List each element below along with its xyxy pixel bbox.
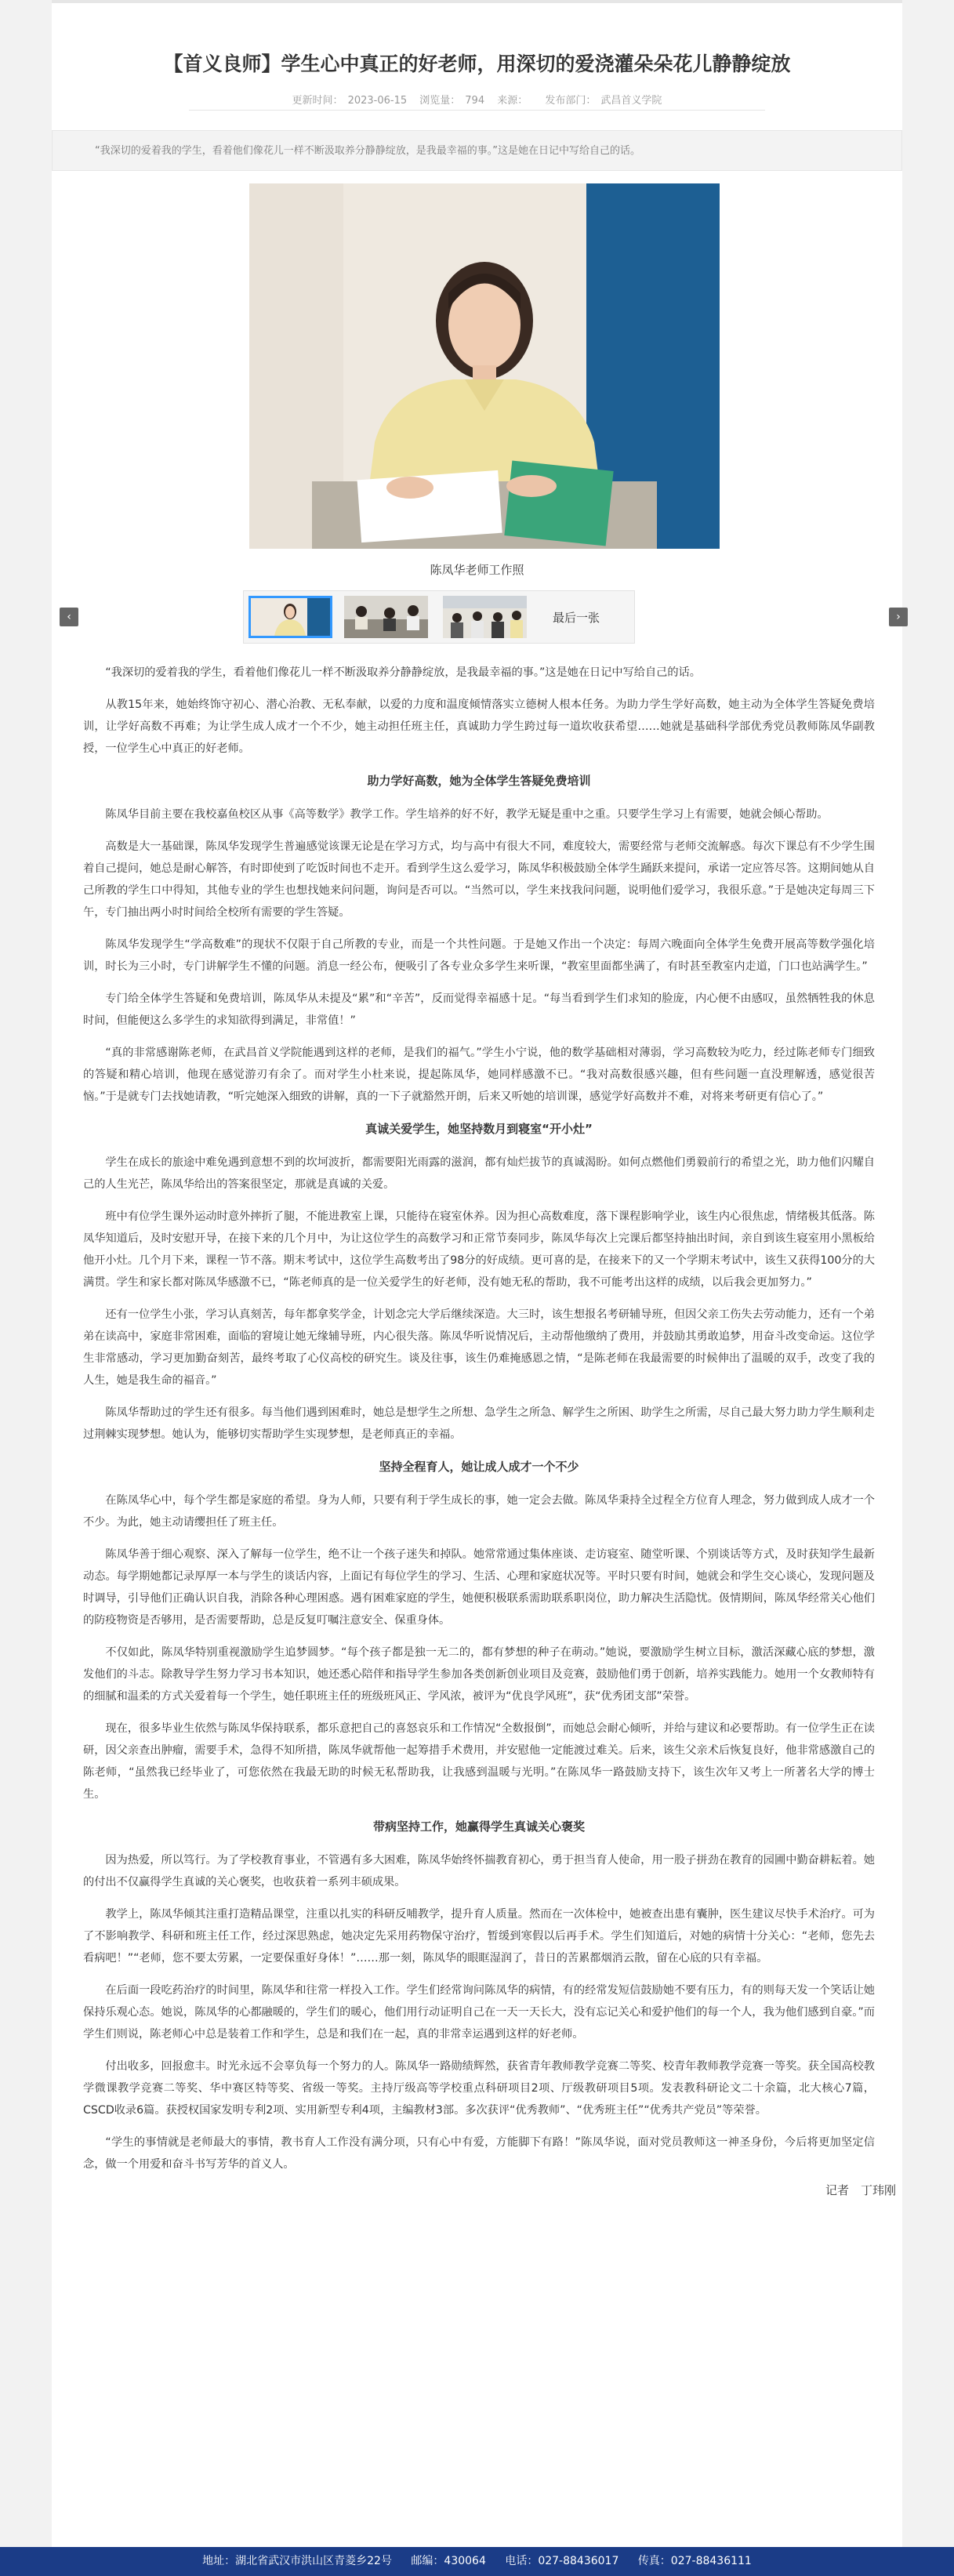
paragraph: 现在，很多毕业生依然与陈凤华保持联系，都乐意把自己的喜怒哀乐和工作情况“全数报倒”，而她总会耐心倾听，并给与建议和必要帮助。有一位学生正在读研，因父亲查出肿瘤，需要手术，急得不知所措，陈凤华就帮他一起筹措手术费用，并安慰他一定能渡过难关。后来，该生父亲术后恢复良好，他非常感激自己的陈老师，“虽然我已经毕业了，可您依然在我最无助的时候无私帮助我，让我感到温暖与光明。”在陈凤华一路鼓励支持下，该生次年又考上一所著名大学的博士生。 — [83, 1722, 875, 1801]
meta-updated: 更新时间： 2023-06-15 — [292, 95, 408, 107]
gallery-last-label[interactable]: 最后一张 — [553, 611, 600, 625]
paragraph: 专门给全体学生答疑和免费培训，陈凤华从未提及“累”和“辛苦”，反而觉得幸福感十足。“每当看到学生们求知的脸庞，内心便不由感叹，虽然牺牲我的休息时间，但能便这么多学生的求知欲得到满足，非常值！” — [83, 992, 875, 1027]
gallery-next-button[interactable]: › — [889, 608, 908, 626]
article-summary: “我深切的爱着我的学生，看着他们像花儿一样不断汲取养分静静绽放，是我最幸福的事。”这是她在日记中写给自己的话。 — [52, 130, 902, 171]
section-heading: 助力学好高数，她为全体学生答疑免费培训 — [367, 774, 591, 788]
footer-postcode: 邮编：430064 — [411, 2555, 486, 2567]
paragraph: 付出收多，回报愈丰。时光永远不会辜负每一个努力的人。陈凤华一路勋绩辉然，获省青年教师教学竞赛二等奖、校青年教师教学竞赛一等奖。获全国高校教学微课教学竞赛二等奖、华中赛区特等奖、省级一等奖。主持厅级高等学校重点科研项目2项、厅级教研项目5项。发表教科研论文二十余篇，北大核心7篇，CSCD收录6篇。获授权国家发明专利2项、实用新型专利4项，主编教材3部。多次获评“优秀教师”、“优秀班主任”“优秀共产党员”等荣誉。 — [83, 2060, 875, 2117]
paragraph: 高数是大一基础课，陈凤华发现学生普遍感觉该课无论是在学习方式，均与高中有很大不同，难度较大，需要经常与老师交流解惑。每次下课总有不少学生围着自己提问，她总是耐心解答，有时即使到了吃饭时间也不走开。看到学生这么爱学习，陈凤华积极鼓励全体学生踊跃来提问，承诺一定应答尽答。这期间她从自己所教的学生口中得知，其他专业的学生也想找她来问问题，询问是否可以。“当然可以，学生来找我问问题，说明他们爱学习，我很乐意。”于是她决定每周三下午，专门抽出两小时时间给全校所有需要的学生答疑。 — [83, 840, 875, 919]
section-heading: 坚持全程育人，她让成人成才一个不少 — [379, 1460, 579, 1474]
article-container — [52, 3, 902, 2547]
paragraph: 还有一位学生小张，学习认真刻苦，每年都拿奖学金，计划念完大学后继续深造。大三时，该生想报名考研辅导班，但因父亲工伤失去劳动能力，还有一个弟弟在读高中，家庭非常困难，面临的窘境让她无缘辅导班，内心很失落。陈凤华听说情况后，主动帮他缴纳了费用，并鼓励其勇敢追梦，用奋斗改变命运。这位学生非常感动，学习更加勤奋刻苦，最终考取了心仪高校的研究生。谈及往事，该生仍难掩感恩之情，“是陈老师在我最需要的时候伸出了温暖的双手，改变了我的人生，她是我生命的福音。” — [83, 1308, 875, 1387]
paragraph: “我深切的爱着我的学生，看着他们像花儿一样不断汲取养分静静绽放，是我最幸福的事。”这是她在日记中写给自己的话。 — [105, 666, 701, 679]
section-heading: 真诚关爱学生，她坚持数月到寝室“开小灶” — [365, 1122, 593, 1136]
meta-divider — [189, 110, 765, 111]
article-title: 【首义良师】学生心中真正的好老师，用深切的爱浇灌朵朵花儿静静绽放 — [163, 53, 791, 75]
paragraph: 陈凤华发现学生“学高数难”的现状不仅限于自己所教的专业，而是一个共性问题。于是她又作出一个决定：每周六晚面向全体学生免费开展高等数学强化培训，时长为三小时，专门讲解学生不懂的问题。消息一经公布，便吸引了各专业众多学生来听课，“教室里面都坐满了，有时甚至教室内走道，门口也站满学生。” — [83, 938, 875, 973]
teacher-photo — [249, 183, 720, 549]
photo-caption: 陈凤华老师工作照 — [430, 563, 524, 577]
thumb-1-image — [251, 598, 330, 636]
paragraph: “学生的事情就是老师最大的事情，教书育人工作没有满分项，只有心中有爱，方能脚下有路！”陈凤华说，面对党员教师这一神圣身份，今后将更加坚定信念，做一个用爱和奋斗书写芳华的首义人。 — [83, 2136, 875, 2171]
paragraph: 在后面一段吃药治疗的时间里，陈凤华和往常一样投入工作。学生们经常询问陈凤华的病情，有的经常发短信鼓励她不要有压力，有的则每天发一个笑话让她保持乐观心态。她说，陈凤华的心都融暖的，学生们的暖心，他们用行动证明自己在一天一天长大，没有忘记关心和爱护他们的每一个人，我为他们感到自豪。”而学生们则说，陈老师心中总是装着工作和学生，总是和我们在一起，真的非常幸运遇到这样的好老师。 — [83, 1984, 875, 2041]
section-heading: 带病坚持工作，她赢得学生真诚关心褒奖 — [372, 1820, 585, 1834]
paragraph: 教学上，陈凤华倾其注重打造精品课堂，注重以扎实的科研反哺教学，提升育人质量。然而在一次体检中，她被查出患有囊肿，医生建议尽快手术治疗。可为了不影响教学、科研和班主任工作，经过深思熟虑，她决定先采用药物保守治疗，暂缓到寒假以后再手术。学生们知道后，对她的病情十分关心：“老师，您先去看病吧！”“老师，您不要太劳累，一定要保重好身体！”……那一刻，陈凤华的眼眶湿润了，昔日的苦累都烟消云散，留在心底的只有幸福。 — [83, 1908, 875, 1965]
site-footer — [0, 2547, 954, 2576]
thumb-3-image — [443, 596, 527, 638]
paragraph: 学生在成长的旅途中难免遇到意想不到的坎坷波折，都需要阳光雨露的滋润，都有灿烂拔节的真诚渴盼。如何点燃他们勇毅前行的希望之光，助力他们闪耀自己的人生光芒，陈凤华给出的答案很坚定，那就是真诚的关爱。 — [83, 1156, 875, 1191]
meta-views: 浏览量： 794 — [419, 95, 485, 107]
gallery-thumbnails — [243, 590, 635, 644]
footer-fax: 传真：027-88436111 — [637, 2555, 752, 2567]
article-body — [83, 662, 875, 2186]
paragraph: 班中有位学生课外运动时意外摔折了腿，不能进教室上课，只能待在寝室休养。因为担心高数难度，落下课程影响学业，该生内心很焦虑，情绪极其低落。陈凤华知道后，及时安慰开导，在接下来的几个月中，为让这位学生的高数学习和正常节奏同步，陈凤华每次上完课后都坚持抽出时间，亲自到该生寝室用小黑板给他开小灶。几个月下来，课程一节不落。期末考试中，这位学生高数考出了98分的好成绩。更可喜的是，在接来下的又一个学期末考试中，该生又获得100分的大满贯。学生和家长都对陈凤华感激不已，“陈老师真的是一位关爱学生的好老师，没有她无私的帮助，我不可能考出这样的成绩，以后我会更加努力。” — [83, 1210, 875, 1289]
thumb-2-image — [344, 596, 428, 638]
footer-phone: 电话：027-88436017 — [505, 2555, 619, 2567]
gallery-thumb-1[interactable] — [248, 596, 332, 638]
gallery-thumb-3[interactable] — [443, 596, 527, 638]
teacher-photo-illustration — [249, 183, 720, 549]
paragraph: 在陈凤华心中，每个学生都是家庭的希望。身为人师，只要有利于学生成长的事，她一定会去做。陈凤华秉持全过程全方位育人理念，努力做到成人成才一个不少。为此，她主动请缨担任了班主任。 — [83, 1494, 875, 1529]
article-meta — [52, 92, 902, 107]
paragraph: 陈凤华目前主要在我校嘉鱼校区从事《高等数学》教学工作。学生培养的好不好，教学无疑是重中之重。只要学生学习上有需要，她就会倾心帮助。 — [105, 808, 829, 821]
gallery-thumb-2[interactable] — [344, 596, 428, 638]
paragraph: “真的非常感谢陈老师，在武昌首义学院能遇到这样的老师，是我们的福气。”学生小宁说，他的数学基础相对薄弱，学习高数较为吃力，经过陈老师专门细致的答疑和精心培训，他现在感觉游刃有余了。而对学生小杜来说，提起陈凤华，她同样感激不已。“我对高数很感兴趣，但有些问题一直没理解透，感觉很苦恼。”于是就专门去找她请教，“听完她深入细致的讲解，真的一下子就豁然开朗，后来又听她的培训课，感觉学好高数并不难，对将来考研更有信心了。” — [83, 1047, 875, 1103]
meta-publisher: 发布部门： 武昌首义学院 — [545, 95, 662, 107]
paragraph: 因为热爱，所以笃行。为了学校教育事业，不管遇有多大困难，陈凤华始终怀揣教育初心，勇于担当育人使命，用一股子拼劲在教育的园圃中勤奋耕耘着。她的付出不仅赢得学生真诚的关心褒奖，也收获着一系列丰硕成果。 — [83, 1854, 875, 1888]
paragraph: 从教15年来，她始终饰守初心、潜心治教、无私奉献，以爱的力度和温度倾情落实立德树人根本任务。为助力学生学好高数，她主动为全体学生答疑免费培训，让学好高数不再难；为让学生成人成才一个不少，她主动担任班主任，真诚助力学生跨过每一道坎收获希望……她就是基础科学部优秀党员教师陈凤华副教授，一位学生心中真正的好老师。 — [83, 698, 875, 755]
article-author: 记者 丁玮刚 — [825, 2183, 897, 2197]
footer-address: 地址：湖北省武汉市洪山区青菱乡22号 — [202, 2555, 392, 2567]
paragraph: 陈凤华帮助过的学生还有很多。每当他们遇到困难时，她总是想学生之所想、急学生之所急、解学生之所困、助学生之所需，尽自己最大努力助力学生顺利走过荆棘实现梦想。她认为，能够切实帮助学生实现梦想，是老师真正的幸福。 — [83, 1406, 875, 1441]
gallery-prev-button[interactable]: ‹ — [60, 608, 78, 626]
meta-source: 来源： — [497, 95, 528, 107]
paragraph: 陈凤华善于细心观察、深入了解每一位学生，绝不让一个孩子迷失和掉队。她常常通过集体座谈、走访寝室、随堂听课、个别谈话等方式，及时获知学生最新动态。每学期她都记录厚厚一本与学生的谈话内容，上面记有每位学生的学习、生活、心理和家庭状况等。平时只要有时间，她就会和学生交心谈心，发现问题及时调导，引导他们正确认识自我，消除各种心理困惑。遇有困难家庭的学生，她便积极联系需助联系职岗位，助力解决生活隐忧。伋情期间，陈凤华经常关心他们的防疫物资是否够用，是否需要帮助，总是反复叮嘱注意安全、保重身体。 — [83, 1548, 875, 1627]
paragraph: 不仅如此，陈凤华特别重视激励学生追梦圆梦。“每个孩子都是独一无二的，都有梦想的种子在萌动。”她说，要激励学生树立目标，激活深藏心底的梦想，激发他们的斗志。除教导学生努力学习书本知识，她还悉心陪伴和指导学生参加各类创新创业项目及竞赛，鼓励他们勇于创新，培养实践能力。她用一个女教师特有的细腻和温柔的方式关爱着每一个学生，她任职班主任的班级班风正、学风浓，被评为“优良学风班”，获“优秀团支部”荣誉。 — [83, 1646, 875, 1703]
